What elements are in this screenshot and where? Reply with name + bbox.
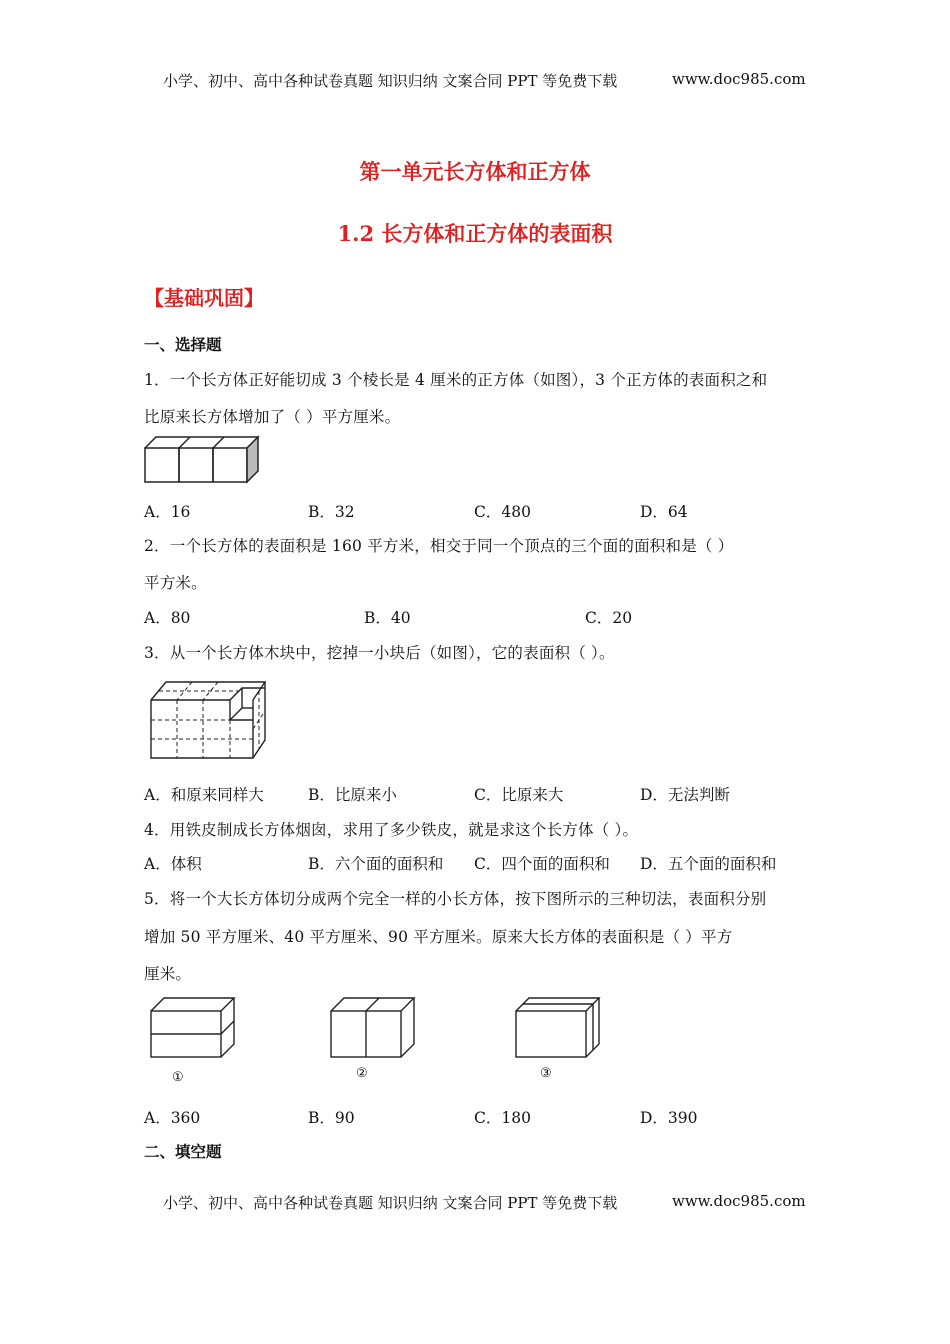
q1-three-cubes-figure: [144, 436, 264, 486]
header-text: 小学、初中、高中各种试卷真题 知识归纳 文案合同 PPT 等免费下载: [163, 72, 618, 90]
q5-cut-figure-3: [515, 997, 605, 1059]
q4-option-a[interactable]: A．体积: [144, 855, 202, 873]
q5-line1: 5．将一个大长方体切分成两个完全一样的小长方体，按下图所示的三种切法，表面积分别: [144, 890, 767, 908]
section-heading: 【基础巩固】: [144, 286, 264, 310]
q5-cut-figure-1: [150, 997, 240, 1059]
footer-text: 小学、初中、高中各种试卷真题 知识归纳 文案合同 PPT 等免费下载: [163, 1194, 618, 1212]
q1-option-b[interactable]: B．32: [308, 503, 355, 521]
q4-option-b[interactable]: B．六个面的面积和: [308, 855, 444, 873]
q5-figure-label-3: ③: [540, 1066, 552, 1081]
q5-option-c[interactable]: C．180: [474, 1109, 531, 1127]
q5-line3: 厘米。: [144, 965, 192, 983]
q5-option-a[interactable]: A．360: [144, 1109, 201, 1127]
q4-line1: 4．用铁皮制成长方体烟囱，求用了多少铁皮，就是求这个长方体（ ）。: [144, 821, 639, 839]
unit-title: 第一单元长方体和正方体: [359, 159, 591, 184]
lesson-title: 1.2 长方体和正方体的表面积: [337, 221, 613, 246]
q2-option-b[interactable]: B．40: [364, 609, 411, 627]
q4-option-d[interactable]: D．五个面的面积和: [640, 855, 777, 873]
q5-line2: 增加 50 平方厘米、40 平方厘米、90 平方厘米。原来大长方体的表面积是（ ）平方: [144, 928, 733, 946]
q3-line1: 3．从一个长方体木块中，挖掉一小块后（如图），它的表面积（ ）。: [144, 644, 615, 662]
q2-line2: 平方米。: [144, 574, 207, 592]
q1-line2: 比原来长方体增加了（ ）平方厘米。: [144, 408, 401, 426]
q1-line1: 1．一个长方体正好能切成 3 个棱长是 4 厘米的正方体（如图），3 个正方体的表面积之和: [144, 371, 768, 389]
footer-url[interactable]: www.doc985.com: [672, 1192, 806, 1210]
q3-carved-block-figure: [150, 678, 268, 760]
q1-option-d[interactable]: D．64: [640, 503, 688, 521]
q1-option-a[interactable]: A．16: [144, 503, 191, 521]
part2-heading: 二、填空题: [144, 1142, 222, 1161]
q5-figure-label-2: ②: [356, 1066, 368, 1081]
part1-heading: 一、选择题: [144, 335, 222, 354]
q5-cut-figure-2: [330, 997, 420, 1059]
q2-option-c[interactable]: C．20: [585, 609, 633, 627]
q1-option-c[interactable]: C．480: [474, 503, 531, 521]
q3-option-a[interactable]: A．和原来同样大: [144, 786, 264, 804]
q2-line1: 2．一个长方体的表面积是 160 平方米，相交于同一个顶点的三个面的面积和是（ ）: [144, 537, 734, 555]
q5-figure-label-1: ①: [172, 1070, 184, 1085]
header-url[interactable]: www.doc985.com: [672, 70, 806, 88]
q3-option-c[interactable]: C．比原来大: [474, 786, 564, 804]
q5-option-d[interactable]: D．390: [640, 1109, 698, 1127]
q4-option-c[interactable]: C．四个面的面积和: [474, 855, 610, 873]
q3-option-d[interactable]: D．无法判断: [640, 786, 730, 804]
q3-option-b[interactable]: B．比原来小: [308, 786, 397, 804]
q5-option-b[interactable]: B．90: [308, 1109, 355, 1127]
q2-option-a[interactable]: A．80: [144, 609, 191, 627]
